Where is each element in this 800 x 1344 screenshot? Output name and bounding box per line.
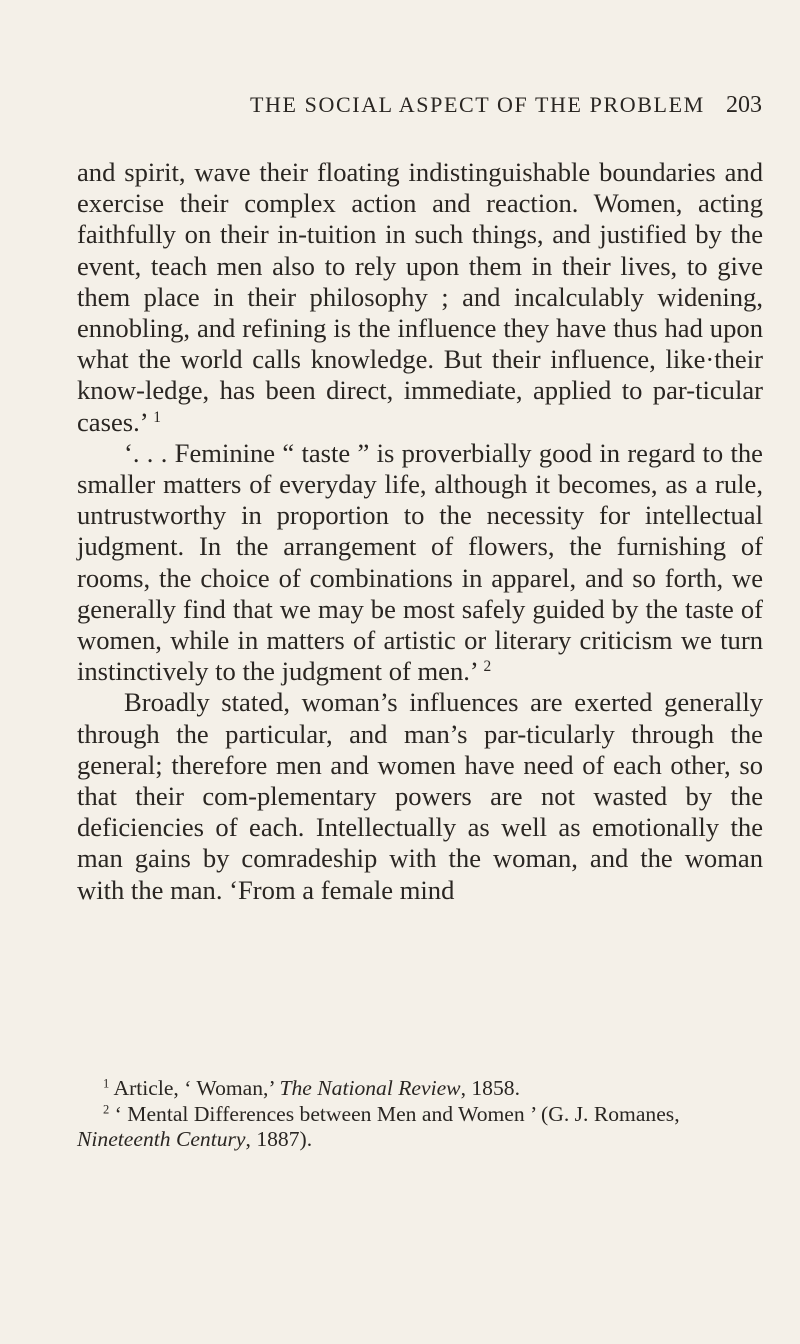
paragraph-2 bbox=[77, 438, 763, 688]
footnote-2-before: ‘ Mental Differences between Men and Women ’ (G. J. Romanes, bbox=[114, 1101, 680, 1126]
paragraph-3-text: Broadly stated, woman’s influences are exerted generally through the particular, and man’s par-ticularly through the general; therefore men and women have need of each other, so that their com-plementary powers are not wasted by the deficiencies of each. Intellectually as well as emotionally the man gains by comradeship with the woman, and the woman with the man. ‘From a female mind bbox=[77, 687, 763, 905]
footnote-2-after: , 1887). bbox=[245, 1127, 313, 1151]
footnote-1-mark: 1 bbox=[103, 1076, 110, 1091]
footnote-2-title: Nineteenth Century bbox=[77, 1127, 246, 1151]
paragraph-1 bbox=[77, 157, 763, 438]
footnote-2-mark: 2 bbox=[103, 1101, 110, 1116]
footnote-1-after: , 1858. bbox=[460, 1076, 520, 1100]
footnotes bbox=[77, 1076, 763, 1153]
footnote-1-title: The National Review bbox=[279, 1076, 461, 1100]
paragraph-3 bbox=[77, 687, 763, 905]
body-text bbox=[77, 157, 763, 906]
paragraph-1-text: and spirit, wave their floating indistinguishable boundaries and exercise their complex action and reaction. Women, acting faithfully on their in-tuition in such things, and justified by the event, teach men also to rely upon them in their lives, to give them place in their philosophy ; and incalculably widening, ennobling, and refining is the influence they have thus had upon what the world calls knowledge. But their influence, like·their know-ledge, has been direct, immediate, applied to par-ticular cases.’ bbox=[77, 157, 763, 437]
footnote-1 bbox=[77, 1076, 763, 1102]
footnote-ref-1: 1 bbox=[153, 408, 161, 426]
running-head bbox=[250, 92, 762, 118]
footnote-1-before: Article, ‘ Woman,’ bbox=[113, 1076, 280, 1100]
running-head-title: THE SOCIAL ASPECT OF THE PROBLEM bbox=[250, 92, 705, 117]
footnote-ref-2: 2 bbox=[483, 658, 492, 675]
paragraph-2-text: ‘. . . Feminine “ taste ” is proverbially good in regard to the smaller matters of everyday life, although it becomes, as a rule, untrustworthy in proportion to the necessity for intellectual judgment. In the arrangement of flowers, the furnishing of rooms, the choice of combinations in apparel, and so forth, we generally find that we may be most safely guided by the taste of women, while in matters of artistic or literary criticism we turn instinctively to the judgment of men.’ bbox=[77, 437, 763, 687]
footnote-2 bbox=[77, 1102, 763, 1153]
page-number: 203 bbox=[726, 92, 762, 118]
